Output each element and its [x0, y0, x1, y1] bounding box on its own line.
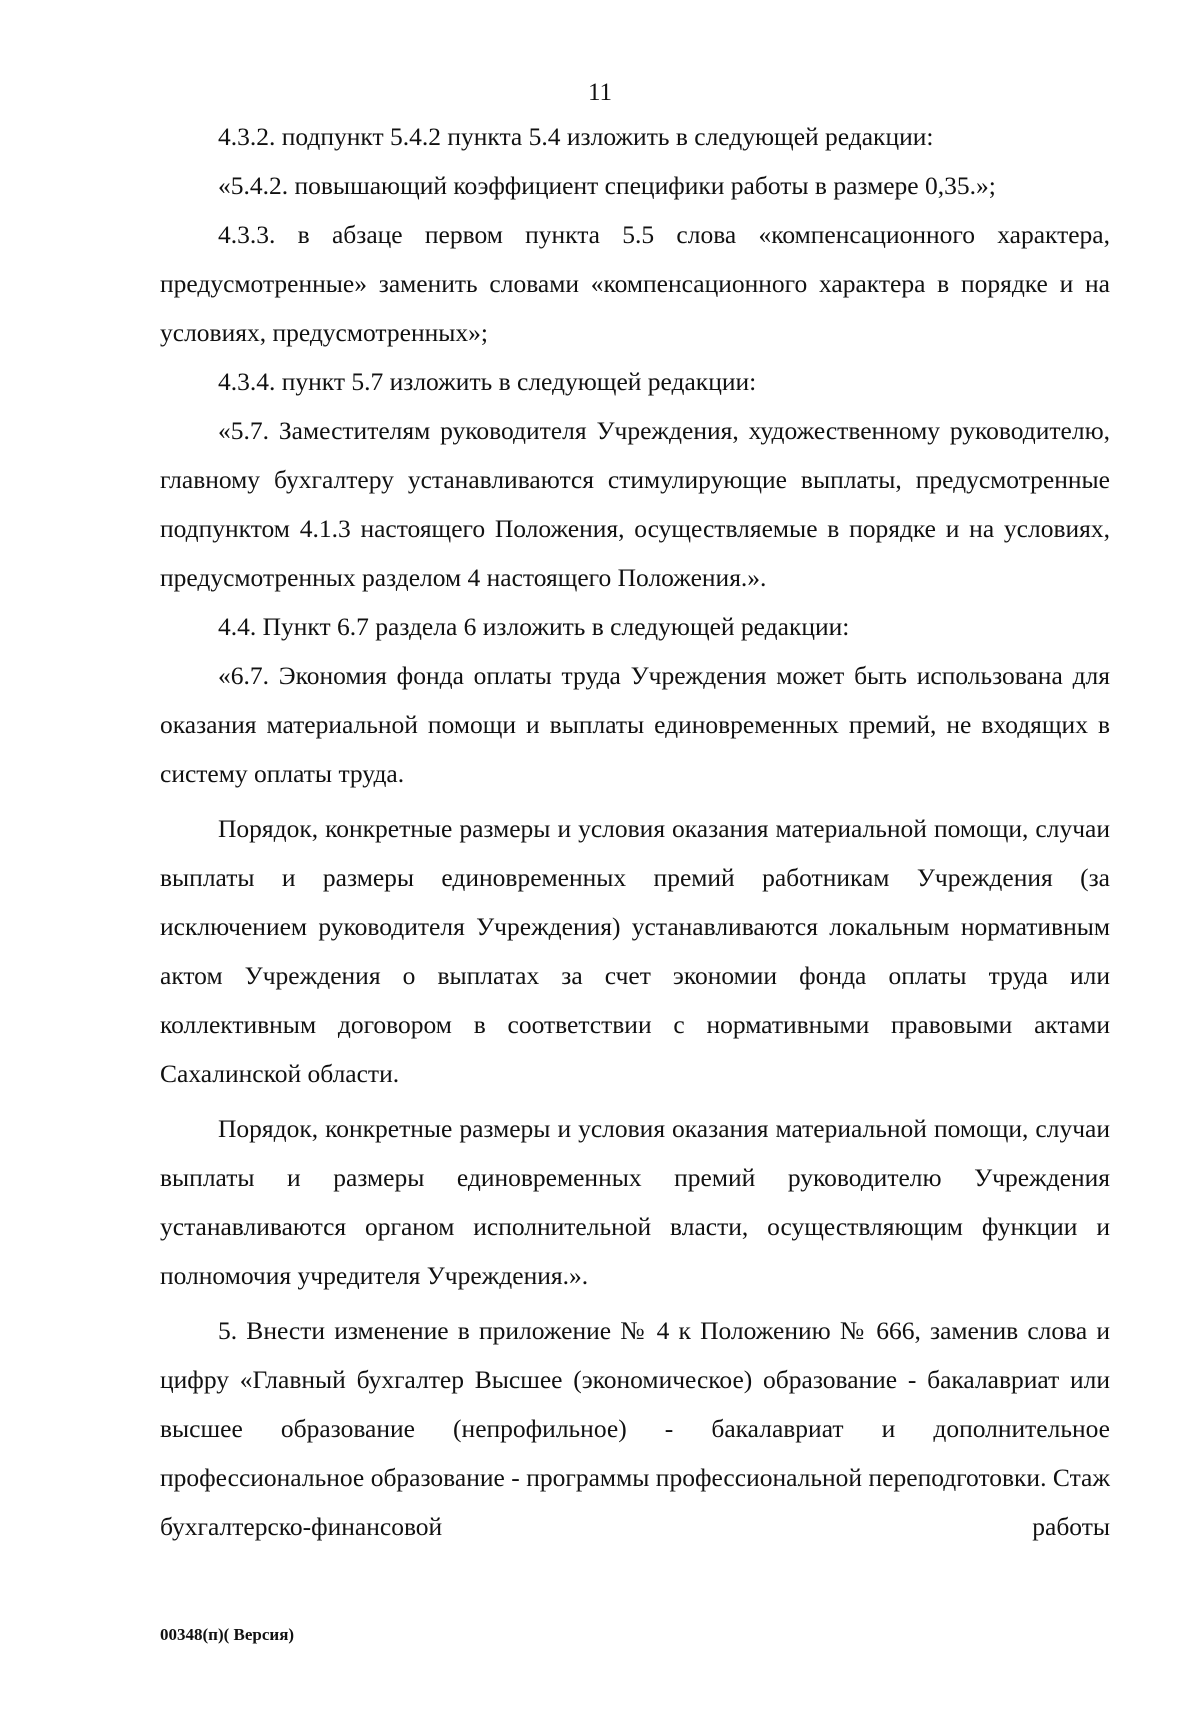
- paragraph-5-4-2-quote: «5.4.2. повышающий коэффициент специфики работы в размере 0,35.»;: [218, 171, 996, 200]
- paragraph-5-7-quote: «5.7. Заместителям руководителя Учреждения, художественному руководителю, главному бухгалтеру устанавливаются стимулирующие выплаты, предусмотренные подпунктом 4.1.3 настоящего Положения, осуществляемые в порядке и на условиях, предусмотренных разделом 4 настоящего Положения.».: [160, 416, 1110, 592]
- paragraph-5: 5. Внести изменение в приложение № 4 к Положению № 666, заменив слова и цифру «Главный бухгалтер Высшее (экономическое) образование - бакалавриат или высшее образование (непрофильное) - бакалавриат и дополнительное профессиональное образование - программы профессиональной переподготовки. Стаж бухгалтерско-финансовой работы: [160, 1316, 1110, 1541]
- paragraph-4-4: 4.4. Пункт 6.7 раздела 6 изложить в следующей редакции:: [218, 612, 850, 641]
- paragraph-4-3-4: 4.3.4. пункт 5.7 изложить в следующей редакции:: [218, 367, 757, 396]
- paragraph-procedure-employees: Порядок, конкретные размеры и условия оказания материальной помощи, случаи выплаты и размеры единовременных премий работникам Учреждения (за исключением руководителя Учреждения) устанавливаются локальным нормативным актом Учреждения о выплатах за счет экономии фонда оплаты труда или коллективным договором в соответствии с нормативными правовыми актами Сахалинской области.: [160, 814, 1110, 1088]
- document-body: [160, 112, 1110, 1551]
- paragraph-4-3-2: 4.3.2. подпункт 5.4.2 пункта 5.4 изложить в следующей редакции:: [218, 122, 934, 151]
- paragraph-6-7-quote: «6.7. Экономия фонда оплаты труда Учреждения может быть использована для оказания материальной помощи и выплаты единовременных премий, не входящих в систему оплаты труда.: [160, 661, 1110, 788]
- paragraph-procedure-director: Порядок, конкретные размеры и условия оказания материальной помощи, случаи выплаты и размеры единовременных премий руководителю Учреждения устанавливаются органом исполнительной власти, осуществляющим функции и полномочия учредителя Учреждения.».: [160, 1114, 1110, 1290]
- page-number: 11: [587, 79, 613, 106]
- document-version-footer: 00348(п)( Версия): [160, 1625, 295, 1644]
- paragraph-4-3-3: 4.3.3. в абзаце первом пункта 5.5 слова «компенсационного характера, предусмотренные» заменить словами «компенсационного характера в порядке и на условиях, предусмотренных»;: [160, 220, 1110, 347]
